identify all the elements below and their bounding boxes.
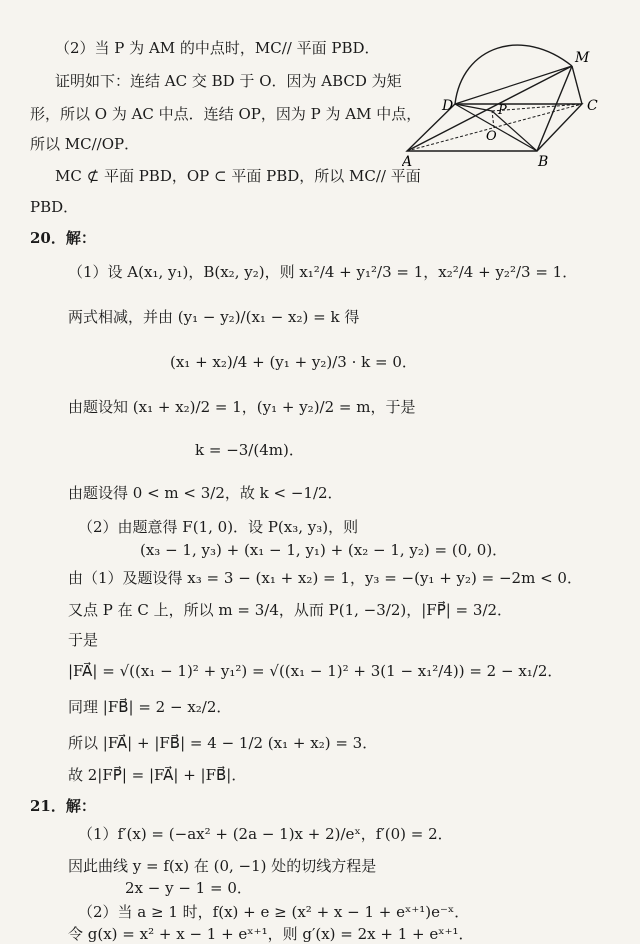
text-line: 证明如下：连结 AC 交 BD 于 O．因为 ABCD 为矩 bbox=[55, 72, 402, 90]
formula-line: 因此曲线 y = f(x) 在 (0, −1) 处的切线方程是 bbox=[68, 857, 377, 875]
label-O: O bbox=[486, 129, 497, 144]
label-A: A bbox=[402, 154, 413, 170]
formula-line: k = −3/(4m)． bbox=[195, 441, 304, 459]
segment-MD bbox=[455, 66, 572, 104]
problem-heading: 20．解： bbox=[30, 229, 96, 247]
formula-line: 又点 P 在 C 上，所以 m = 3/4，从而 P(1, −3/2)，|FP⃗| = 3/2． bbox=[68, 601, 513, 619]
label-C: C bbox=[587, 98, 598, 114]
formula-line: (x₁ + x₂)/4 + (y₁ + y₂)/3 · k = 0． bbox=[170, 353, 417, 371]
text-line: 形，所以 O 为 AC 中点．连结 OP，因为 P 为 AM 中点， bbox=[30, 105, 422, 123]
text-line: （2）当 P 为 AM 的中点时，MC// 平面 PBD． bbox=[55, 39, 380, 57]
formula-line: 同理 |FB⃗| = 2 − x₂/2． bbox=[68, 698, 232, 716]
formula-line: （2）当 a ≥ 1 时，f(x) + e ≥ (x² + x − 1 + eˣ⁺¹)e⁻ˣ． bbox=[78, 903, 470, 921]
formula-line: （1）设 A(x₁, y₁)，B(x₂, y₂)，则 x₁²/4 + y₁²/3 = 1，x₂²/4 + y₂²/3 = 1． bbox=[68, 263, 578, 281]
formula-line: 令 g(x) = x² + x − 1 + eˣ⁺¹，则 g′(x) = 2x + 1 + eˣ⁺¹． bbox=[68, 925, 474, 943]
formula-line: 故 2|FP⃗| = |FA⃗| + |FB⃗|． bbox=[68, 766, 247, 784]
formula-line: (x₃ − 1, y₃) + (x₁ − 1, y₁) + (x₂ − 1, y₂) = (0, 0)． bbox=[140, 541, 508, 559]
formula-line: |FA⃗| = √((x₁ − 1)² + y₁²) = √((x₁ − 1)² + 3(1 − x₁²/4)) = 2 − x₁/2． bbox=[68, 662, 563, 680]
segment-MC bbox=[572, 66, 582, 104]
formula-line: 由（1）及题设得 x₃ = 3 − (x₁ + x₂) = 1，y₃ = −(y₁ + y₂) = −2m < 0． bbox=[68, 569, 582, 587]
formula-line: 由题设知 (x₁ + x₂)/2 = 1，(y₁ + y₂)/2 = m，于是 bbox=[68, 398, 416, 416]
label-M: M bbox=[575, 50, 590, 66]
label-D: D bbox=[442, 98, 454, 114]
text-line: PBD． bbox=[30, 198, 79, 216]
formula-line: （1）f′(x) = (−ax² + (2a − 1)x + 2)/eˣ，f′(0) = 2． bbox=[78, 825, 453, 843]
geometry-figure bbox=[402, 16, 612, 176]
formula-line: 由题设得 0 < m < 3/2，故 k < −1/2． bbox=[68, 484, 343, 502]
formula-line: 2x − y − 1 = 0． bbox=[125, 879, 252, 897]
formula-line: 所以 |FA⃗| + |FB⃗| = 4 − 1/2 (x₁ + x₂) = 3． bbox=[68, 734, 378, 752]
formula-line: 两式相减，并由 (y₁ − y₂)/(x₁ − x₂) = k 得 bbox=[68, 308, 360, 326]
text-line: 所以 MC//OP． bbox=[30, 135, 140, 153]
formula-line: 于是 bbox=[68, 631, 99, 649]
text-line: MC ⊄ 平面 PBD，OP ⊂ 平面 PBD，所以 MC// 平面 bbox=[55, 167, 421, 185]
problem-heading: 21．解： bbox=[30, 797, 96, 815]
formula-line: （2）由题意得 F(1, 0)．设 P(x₃, y₃)，则 bbox=[78, 518, 359, 536]
label-B: B bbox=[538, 154, 549, 170]
label-P: P bbox=[498, 103, 507, 118]
